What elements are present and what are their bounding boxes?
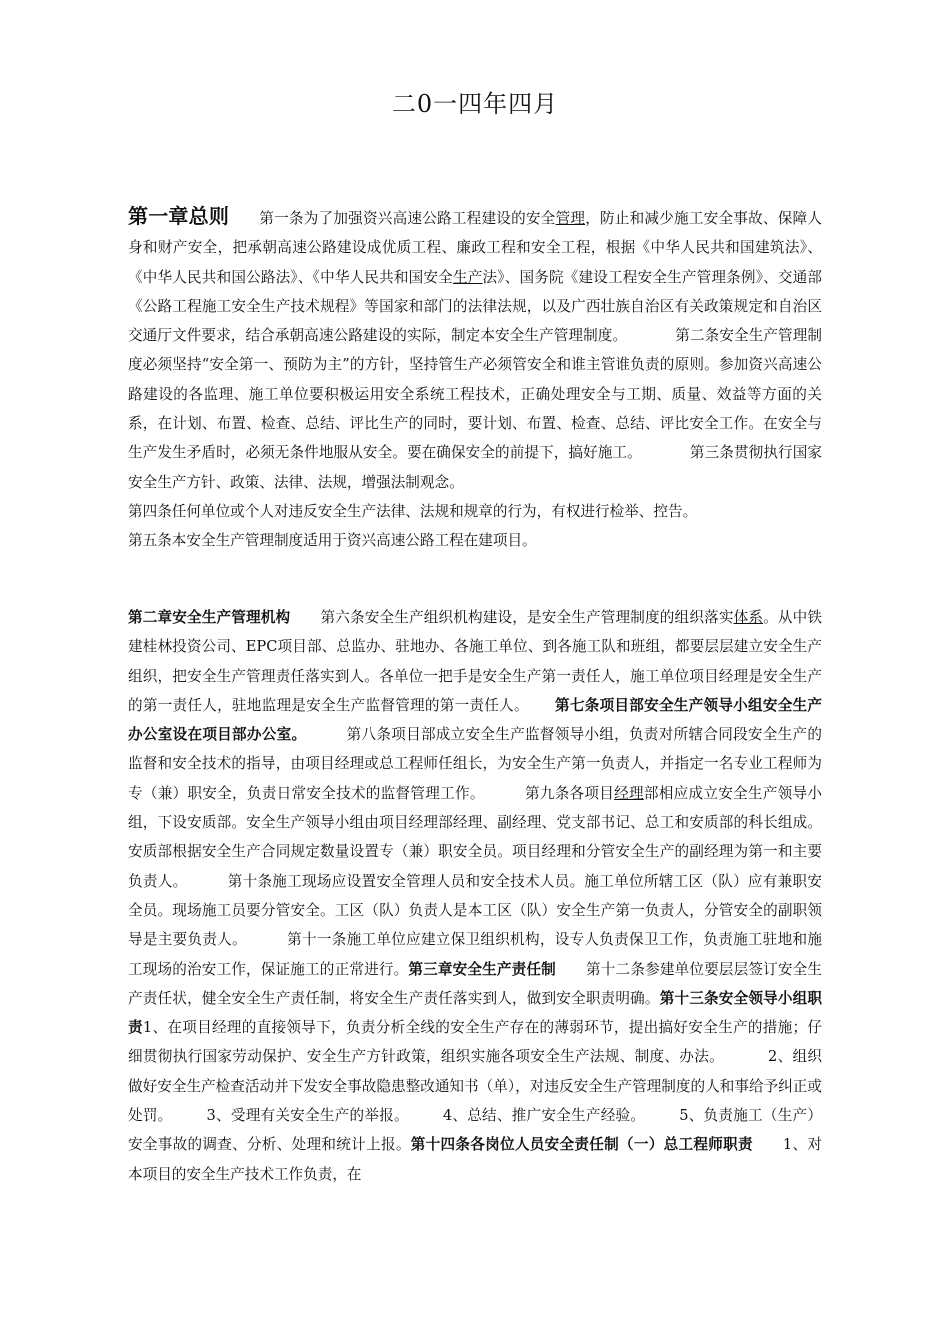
article-3-text: 第三条贯彻执行国家安全生产方针、政策、法律、法规，增强法制观念。 xyxy=(128,444,822,491)
article-13-title: 第十三条安全领导小组职责 xyxy=(128,989,822,1037)
article-1-text-end: 法》、国务院《建设工程安全生产管理条例》、交通部《公路工程施工安全生产技术规程》等国家和部门的法律法规，以及广西壮族自治区有关政策规定和自治区交通厅文件要求，结合承朝高速公路建设的实际，制定本安全生产管理制度。 xyxy=(128,268,822,345)
article-13-item-3: 3、受理有关安全生产的举报。 xyxy=(206,1107,409,1125)
chapter-1-title: 第一章总则 xyxy=(128,204,230,228)
article-1-underlined-word-2: 生产 xyxy=(452,268,483,286)
article-6-text-cont: 。从中铁建桂林投资公司、EPC项目部、总监办、驻地办、各施工单位、到各施工队和班组，都要层层建立安全生产组织，把安全生产管理责任落实到人。各单位一把手是安全生产第一责任人，施工单位项目经理是安全生产的第一责任人，驻地监理是安全生产监督管理的第一责任人。 xyxy=(128,609,822,714)
article-11-text: 第十一条施工单位应建立保卫组织机构，设专人负责保卫工作，负责施工驻地和施工现场的治安工作，保证施工的正常进行。 xyxy=(128,931,822,978)
article-5-text: 第五条本安全生产管理制度适用于资兴高速公路工程在建项目。 xyxy=(128,532,537,550)
article-1-underlined-word: 管理 xyxy=(555,210,586,227)
document-date: 二0一四年四月 xyxy=(391,90,559,118)
chapter-3-title: 第三章安全生产责任制 xyxy=(408,960,556,978)
article-6-underlined-word: 体系 xyxy=(733,609,764,626)
article-12-text: 第十二条参建单位要层层签订安全生产责任状，健全安全生产责任制，将安全生产责任落实到人，做到安全职责明确。 xyxy=(128,960,822,1007)
article-13-item-5: 5、负责施工（生产）安全事故的调查、分析、处理和统计上报。 xyxy=(128,1107,822,1154)
article-1-text: 第一条为了加强资兴高速公路工程建设的安全 xyxy=(259,210,556,227)
article-2-text: 第二条安全生产管理制度必须坚持“安全第一、预防为主”的方针，坚持管生产必须管安全和谁主管谁负责的原则。参加资兴高速公路建设的各监理、施工单位要积极运用安全系统工程技术，正确处理安全与工期、质量、效益等方面的关系，在计划、布置、检查、总结、评比生产的同时，要计划、布置、检查、总结、评比安全工作。在安全与生产发生矛盾时，必须无条件地服从安全。要在确保安全的前提下，搞好施工。 xyxy=(128,327,822,462)
article-9-underlined-word: 经理 xyxy=(614,784,644,802)
chapter-2-block xyxy=(128,603,822,1189)
article-13-item-1: 1、在项目经理的直接领导下，负责分析全线的安全生产存在的薄弱环节，提出搞好安全生产的措施；仔细贯彻执行国家劳动保护、安全生产方针政策，组织实施各项安全生产法规、制度、办法。 xyxy=(128,1019,822,1066)
chapter-1-block xyxy=(128,202,822,556)
article-1-text-cont: ，防止和减少施工安全事故、保障人身和财产安全，把承朝高速公路建设成优质工程、廉政工程和安全工程，根据《中华人民共和国建筑法》、《中华人民共和国公路法》、《中华人民共和国安全 xyxy=(128,210,822,286)
article-14-item-1: 1、对本项目的安全生产技术工作负责，在 xyxy=(128,1136,822,1183)
article-14-title: 第十四条各岗位人员安全责任制（一）总工程师职责 xyxy=(410,1136,753,1154)
article-6-text: 第六条安全生产组织机构建设，是安全生产管理制度的组织落实 xyxy=(320,609,734,626)
article-4-text: 第四条任何单位或个人对违反安全生产法律、法规和规章的行为，有权进行检举、控告。 xyxy=(128,502,698,520)
article-8-text: 第八条项目部成立安全生产监督领导小组，负责对所辖合同段安全生产的监督和安全技术的指导，由项目经理或总工程师任组长，为安全生产第一负责人，并指定一名专业工程师为专（兼）职安全，负责日常安全技术的监督管理工作。 xyxy=(128,726,822,802)
article-13-item-4: 4、总结、推广安全生产经验。 xyxy=(442,1107,646,1125)
article-13-item-2: 2、组织做好安全生产检查活动并下发安全事故隐患整改通知书（单），对违反安全生产管理制度的人和事给予纠正或处罚。 xyxy=(128,1048,822,1125)
article-7-text: 第七条项目部安全生产领导小组安全生产办公室设在项目部办公室。 xyxy=(128,696,822,744)
article-9-text: 第九条各项目 xyxy=(524,784,615,802)
article-9-text-cont: 部相应成立安全生产领导小组，下设安质部。安全生产领导小组由项目经理部经理、副经理、党支部书记、总工和安质部的科长组成。安质部根据安全生产合同规定数量设置专（兼）职安全员。项目经理和分管安全生产的副经理为第一和主要负责人。 xyxy=(128,784,822,890)
chapter-2-title: 第二章安全生产管理机构 xyxy=(128,609,291,626)
article-10-text: 第十条施工现场应设置安全管理人员和安全技术人员。施工单位所辖工区（队）应有兼职安全员。现场施工员要分管安全。工区（队）负责人是本工区（队）安全生产第一负责人，分管安全的副职领导是主要负责人。 xyxy=(128,872,822,949)
